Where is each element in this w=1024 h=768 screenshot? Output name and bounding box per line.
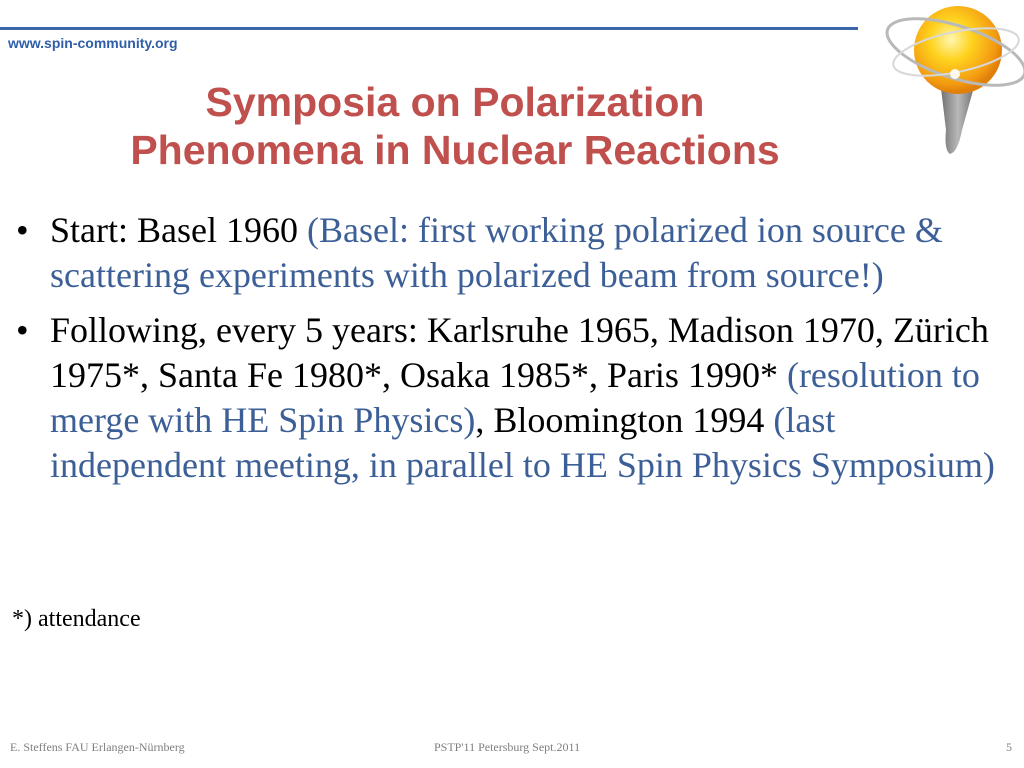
- bullet-note: (resolution to merge with HE Spin Physics): [50, 355, 980, 440]
- footnote: *) attendance: [12, 606, 141, 632]
- bullet-item-following: [16, 308, 1016, 488]
- bullet-icon: •: [16, 210, 29, 250]
- website-url: www.spin-community.org: [8, 35, 178, 51]
- spin-sphere-logo-icon: [858, 2, 1024, 162]
- bullet-note: (Basel: first working polarized ion source & scattering experiments with polarized beam from source!): [50, 210, 943, 295]
- bullet-note-continued: (last independent meeting, in parallel to HE Spin Physics Symposium): [50, 400, 995, 485]
- title-line-2: Phenomena in Nuclear Reactions: [130, 127, 780, 173]
- title-line-1: Symposia on Polarization: [205, 79, 705, 125]
- bullet-text-continued: , Bloomington 1994: [475, 400, 774, 440]
- bullet-list: [16, 208, 1016, 498]
- bullet-text: Start: Basel 1960: [50, 210, 307, 250]
- footer-page-number: 5: [1006, 740, 1012, 754]
- footer-conference: PSTP'11 Petersburg Sept.2011: [434, 740, 581, 754]
- slide-title: [40, 78, 870, 174]
- bullet-icon: •: [16, 310, 29, 350]
- footer-author: E. Steffens FAU Erlangen-Nürnberg: [10, 740, 185, 754]
- header-divider-line: [0, 27, 858, 30]
- bullet-text: Following, every 5 years: Karlsruhe 1965, Madison 1970, Zürich 1975*, Santa Fe 1980*, Osaka 1985*, Paris 1990*: [50, 310, 989, 395]
- bullet-item-start: [16, 208, 1016, 298]
